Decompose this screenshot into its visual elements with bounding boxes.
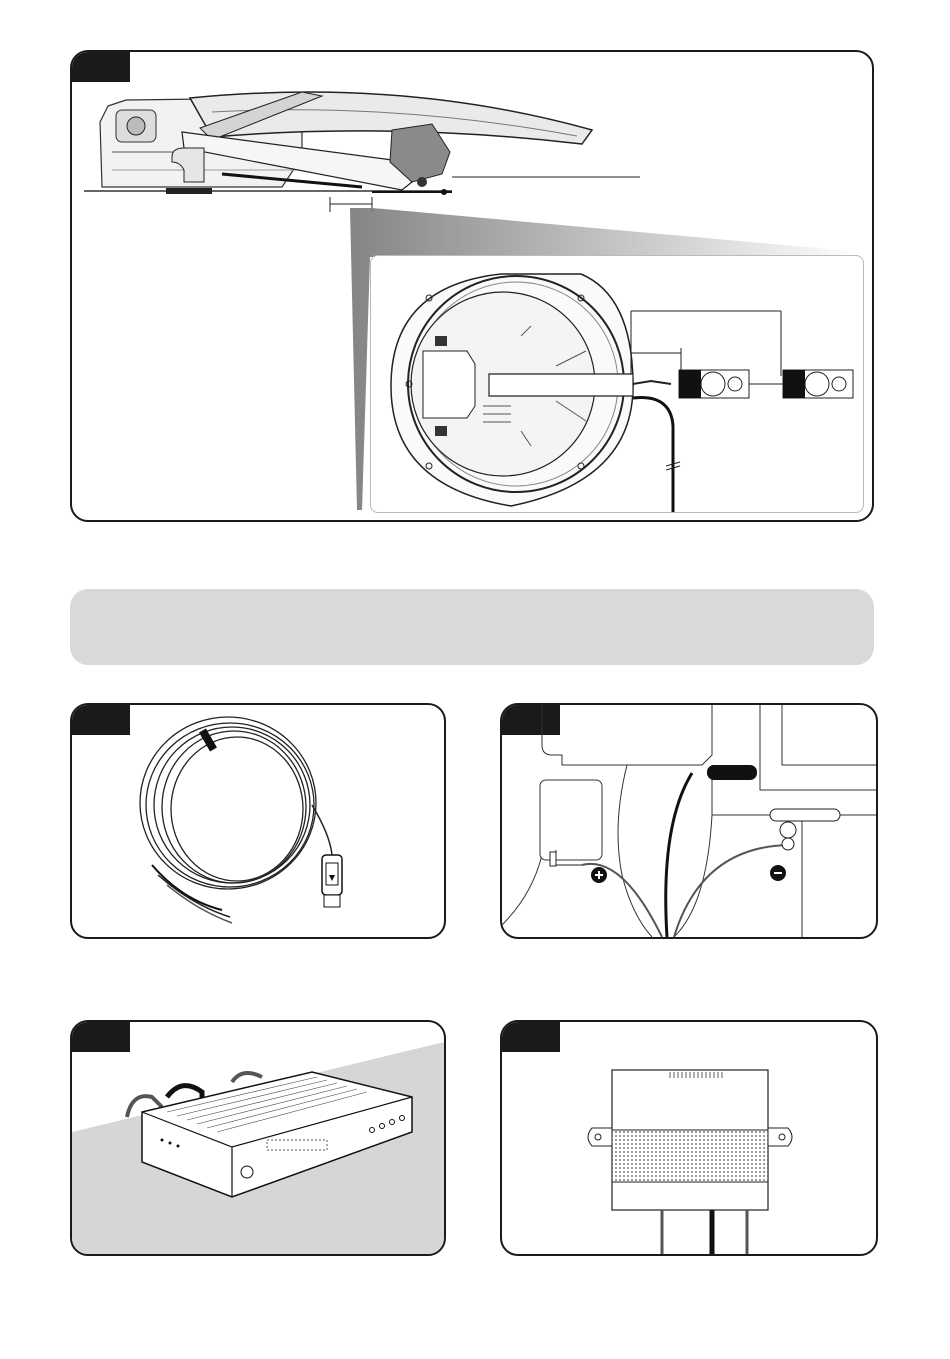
- figure-panel-cable-coil: [70, 703, 446, 939]
- figure-panel-battery: [500, 703, 878, 939]
- section-banner: [70, 589, 874, 665]
- plus-terminal-icon: [591, 867, 607, 883]
- cable-coil-icon: [72, 705, 444, 937]
- minus-terminal-icon: [770, 865, 786, 881]
- mount-base-top-view-icon: [371, 256, 863, 512]
- battery-scene: [502, 705, 876, 937]
- figure-panel-receiver: [70, 1020, 446, 1256]
- mount-detail-inset: [370, 255, 864, 513]
- figure-panel-wall-mount: [500, 1020, 878, 1256]
- figure-panel-antenna: [70, 50, 874, 522]
- wall-mount-box-icon: [502, 1022, 876, 1254]
- receiver-box-icon: [72, 1022, 444, 1254]
